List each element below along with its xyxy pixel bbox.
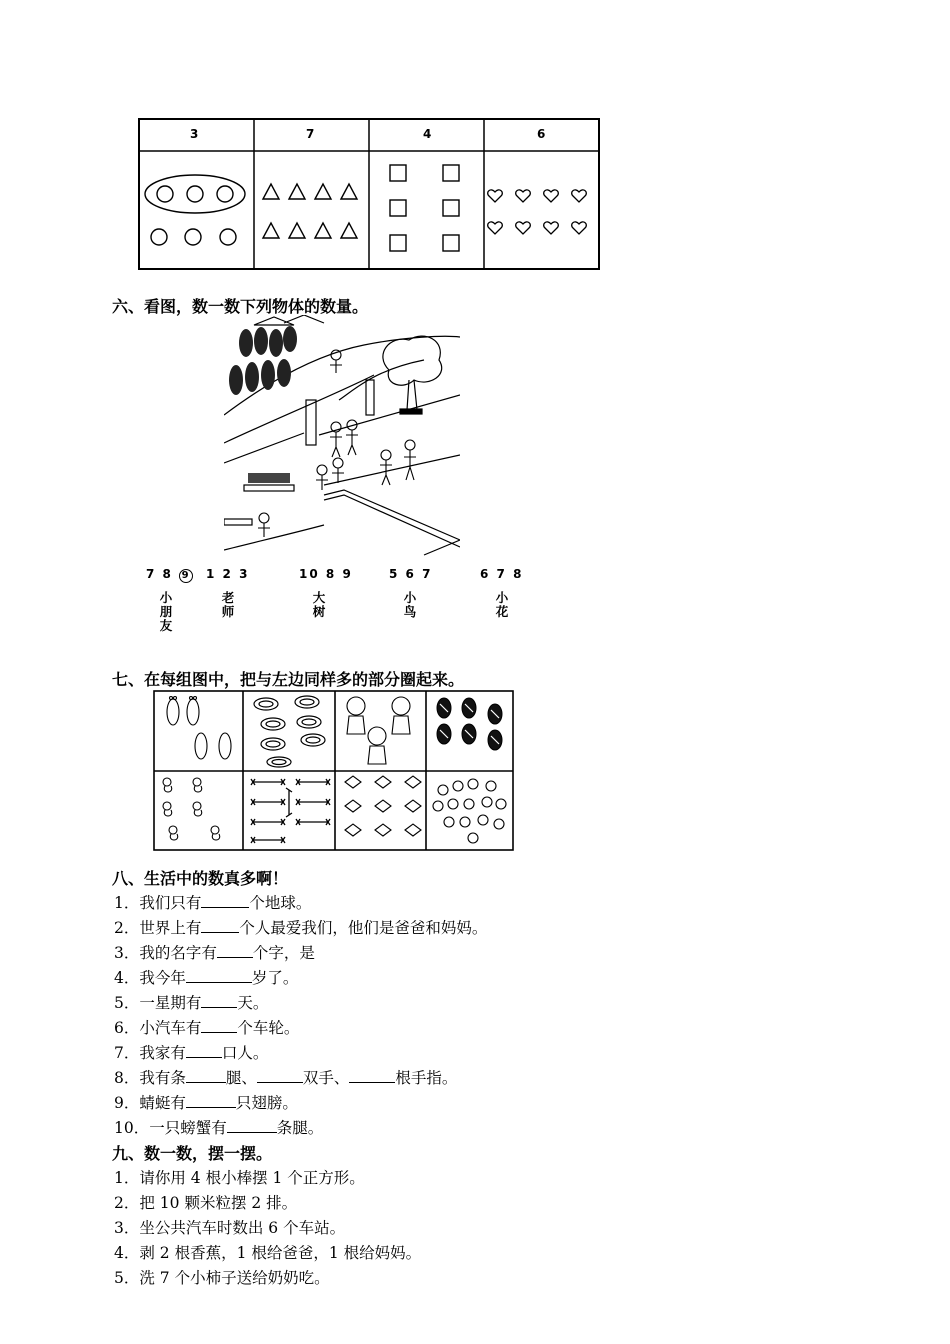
label-teachers-2: 师 bbox=[221, 604, 235, 619]
group-4-num-a[interactable]: 5 bbox=[389, 567, 400, 581]
q8-3-text-a: 我的名字有 bbox=[139, 944, 217, 962]
label-teachers bbox=[220, 591, 236, 619]
group-2-numbers bbox=[206, 567, 249, 581]
q8-6-text-a: 小汽车有 bbox=[139, 1019, 202, 1037]
group-1-num-b[interactable]: 8 bbox=[162, 567, 173, 581]
q8-4 bbox=[114, 966, 298, 988]
label-birds-2: 鸟 bbox=[403, 604, 417, 619]
q8-2-blank[interactable] bbox=[201, 918, 239, 933]
group-5-num-a[interactable]: 6 bbox=[480, 567, 491, 581]
q8-1-text-a: 我们只有 bbox=[139, 894, 202, 912]
q8-8-num: 8． bbox=[114, 1069, 140, 1087]
group-5-num-b[interactable]: 7 bbox=[496, 567, 507, 581]
label-children bbox=[158, 591, 174, 633]
shapes-table bbox=[138, 118, 601, 270]
park-scene-drawing bbox=[224, 315, 460, 563]
q8-2-num: 2． bbox=[114, 919, 140, 937]
q8-1-num: 1． bbox=[114, 894, 140, 912]
label-trees-1: 大 bbox=[312, 590, 326, 605]
group-1-numbers bbox=[146, 567, 193, 583]
label-birds-1: 小 bbox=[403, 590, 417, 605]
shoes bbox=[254, 696, 325, 767]
group-4-num-c[interactable]: 7 bbox=[422, 567, 433, 581]
q8-8-text-d: 根手指。 bbox=[395, 1069, 458, 1087]
section7-title: 七、在每组图中，把与左边同样多的部分圈起来。 bbox=[112, 670, 465, 689]
label-birds bbox=[402, 591, 418, 619]
q8-2-text-b: 个人最爱我们，他们是爸爸和妈妈。 bbox=[239, 919, 488, 937]
q8-8-text-c: 双手、 bbox=[302, 1069, 350, 1087]
triangles-group bbox=[263, 184, 357, 238]
table-header-2: 7 bbox=[306, 127, 315, 141]
squares-group bbox=[390, 165, 459, 251]
label-flowers-1: 小 bbox=[495, 590, 509, 605]
label-teachers-1: 老 bbox=[221, 590, 235, 605]
circles-group bbox=[145, 175, 245, 245]
q8-9-blank[interactable] bbox=[186, 1093, 236, 1108]
matching-grid bbox=[153, 690, 515, 852]
group-2-num-a[interactable]: 1 bbox=[206, 567, 217, 581]
label-children-2: 朋 bbox=[159, 604, 173, 619]
footprints bbox=[167, 697, 231, 760]
q8-10-text-a: 一只螃蟹有 bbox=[149, 1119, 227, 1137]
q8-6-text-b: 个车轮。 bbox=[237, 1019, 300, 1037]
q8-8-text-b: 腿、 bbox=[225, 1069, 257, 1087]
shapes-table-grid bbox=[138, 118, 601, 270]
q8-10-num: 10． bbox=[114, 1119, 150, 1137]
q8-5-blank[interactable] bbox=[201, 993, 237, 1008]
group-3-numbers bbox=[299, 567, 353, 581]
q8-10-blank[interactable] bbox=[227, 1118, 277, 1133]
q8-3-blank[interactable] bbox=[217, 943, 253, 958]
label-flowers-2: 花 bbox=[495, 604, 509, 619]
bones bbox=[251, 779, 330, 843]
group-1-num-c-circled[interactable]: 9 bbox=[179, 569, 193, 583]
q8-9-text-b: 只翅膀。 bbox=[235, 1094, 298, 1112]
q8-1-text-b: 个地球。 bbox=[249, 894, 312, 912]
table-header-1: 3 bbox=[190, 127, 199, 141]
q8-5 bbox=[114, 991, 268, 1013]
q8-8-text-a: 我有条 bbox=[139, 1069, 186, 1087]
q8-5-text-a: 一星期有 bbox=[139, 994, 202, 1012]
q8-8-blank-2[interactable] bbox=[257, 1068, 303, 1083]
q8-7-text-a: 我家有 bbox=[139, 1044, 186, 1062]
group-2-num-b[interactable]: 2 bbox=[222, 567, 233, 581]
girls bbox=[347, 697, 410, 764]
table-header-3: 4 bbox=[423, 127, 432, 141]
q8-3-num: 3． bbox=[114, 944, 140, 962]
group-1-num-a[interactable]: 7 bbox=[146, 567, 157, 581]
q8-6-num: 6． bbox=[114, 1019, 140, 1037]
group-3-num-a[interactable]: 10 bbox=[299, 567, 320, 581]
small-circles bbox=[433, 779, 506, 843]
q9-3: 3．坐公共汽车时数出 6 个车站。 bbox=[114, 1219, 346, 1237]
label-trees bbox=[311, 591, 327, 619]
section9-title: 九、数一数，摆一摆。 bbox=[112, 1144, 273, 1163]
section8-title: 八、生活中的数真多啊！ bbox=[112, 869, 289, 888]
q8-3 bbox=[114, 941, 315, 963]
q8-4-text-a: 我今年 bbox=[139, 969, 186, 987]
q8-1 bbox=[114, 891, 311, 913]
group-5-num-c[interactable]: 8 bbox=[513, 567, 524, 581]
matching-grid-drawing bbox=[153, 690, 515, 852]
q9-2: 2．把 10 颗米粒摆 2 排。 bbox=[114, 1194, 298, 1212]
q8-8 bbox=[114, 1066, 457, 1088]
hearts-group bbox=[488, 190, 587, 234]
q8-6 bbox=[114, 1016, 299, 1038]
q8-4-text-b: 岁了。 bbox=[251, 969, 299, 987]
q8-9 bbox=[114, 1091, 298, 1113]
q9-4: 4．剥 2 根香蕉，1 根给爸爸，1 根给妈妈。 bbox=[114, 1244, 422, 1262]
cats bbox=[163, 778, 220, 840]
q8-2-text-a: 世界上有 bbox=[139, 919, 202, 937]
q8-10-text-b: 条腿。 bbox=[276, 1119, 324, 1137]
group-4-numbers bbox=[389, 567, 432, 581]
balls bbox=[437, 698, 502, 750]
q8-2 bbox=[114, 916, 487, 938]
q8-4-blank[interactable] bbox=[186, 968, 252, 983]
q9-1: 1．请你用 4 根小棒摆 1 个正方形。 bbox=[114, 1169, 365, 1187]
q8-7 bbox=[114, 1041, 268, 1063]
q8-10 bbox=[114, 1116, 323, 1138]
group-2-num-c[interactable]: 3 bbox=[239, 567, 250, 581]
label-children-3: 友 bbox=[159, 618, 173, 633]
q9-5: 5．洗 7 个小柿子送给奶奶吃。 bbox=[114, 1269, 330, 1287]
q8-8-blank-3[interactable] bbox=[349, 1068, 395, 1083]
q8-7-num: 7． bbox=[114, 1044, 140, 1062]
q8-4-num: 4． bbox=[114, 969, 140, 987]
q8-6-blank[interactable] bbox=[201, 1018, 237, 1033]
label-flowers bbox=[494, 591, 510, 619]
group-5-numbers bbox=[480, 567, 523, 581]
q8-8-blank-1[interactable] bbox=[186, 1068, 226, 1083]
table-header-4: 6 bbox=[537, 127, 546, 141]
q8-1-blank[interactable] bbox=[201, 893, 249, 908]
q8-5-text-b: 天。 bbox=[237, 994, 269, 1012]
label-trees-2: 树 bbox=[312, 604, 326, 619]
birds-grid bbox=[345, 776, 421, 836]
group-4-num-b[interactable]: 6 bbox=[405, 567, 416, 581]
q8-9-num: 9． bbox=[114, 1094, 140, 1112]
q8-9-text-a: 蜻蜓有 bbox=[139, 1094, 186, 1112]
label-children-1: 小 bbox=[159, 590, 173, 605]
group-3-num-c[interactable]: 9 bbox=[342, 567, 353, 581]
section6-title: 六、看图，数一数下列物体的数量。 bbox=[112, 297, 369, 316]
group-3-num-b[interactable]: 8 bbox=[325, 567, 337, 581]
q8-5-num: 5． bbox=[114, 994, 140, 1012]
park-illustration bbox=[224, 315, 460, 563]
q8-7-blank[interactable] bbox=[186, 1043, 222, 1058]
q8-7-text-b: 口人。 bbox=[221, 1044, 269, 1062]
q8-3-text-b: 个字，是 bbox=[252, 944, 315, 962]
